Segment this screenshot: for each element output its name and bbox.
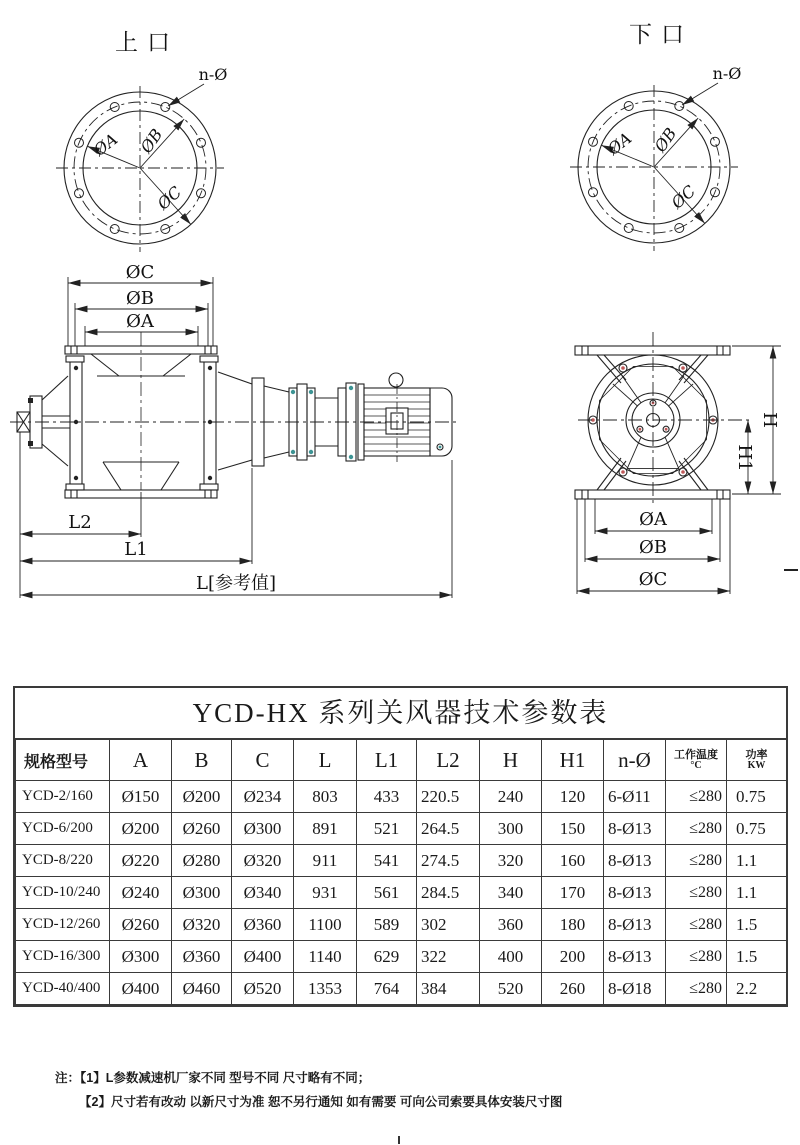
- table-cell: 589: [357, 909, 417, 941]
- column-header: H: [480, 740, 542, 781]
- note-line-2: 【2】尺寸若有改动 以新尺寸为准 恕不另行通知 如有需要 可向公司索要具体安装尺寸图: [79, 1095, 563, 1109]
- left-bearing-end: [17, 376, 70, 466]
- table-cell: 264.5: [417, 813, 480, 845]
- table-cell: Ø234: [232, 781, 294, 813]
- table-cell: Ø300: [172, 877, 232, 909]
- top-outlet-flange-view: [570, 22, 741, 251]
- table-cell: 170: [542, 877, 604, 909]
- table-cell: 8-Ø13: [604, 813, 666, 845]
- table-cell: Ø150: [110, 781, 172, 813]
- table-cell: 2.2: [727, 973, 787, 1005]
- page-bottom-tick: [398, 1136, 400, 1144]
- table-cell: 1353: [294, 973, 357, 1005]
- lifting-eye-icon: [389, 373, 403, 387]
- table-body: [16, 781, 787, 1005]
- table-cell: Ø400: [232, 941, 294, 973]
- column-header: n-Ø: [604, 740, 666, 781]
- column-header: C: [232, 740, 294, 781]
- table-cell: 803: [294, 781, 357, 813]
- dim-label-a: ØA: [90, 129, 122, 160]
- column-header: L1: [357, 740, 417, 781]
- table-cell: 302: [417, 909, 480, 941]
- table-cell: 891: [294, 813, 357, 845]
- table-cell: Ø260: [172, 813, 232, 845]
- dim-label-c: ØC: [125, 262, 155, 283]
- table-cell: 911: [294, 845, 357, 877]
- table-cell: 433: [357, 781, 417, 813]
- table-cell: 320: [480, 845, 542, 877]
- table-row: [16, 973, 787, 1005]
- table-cell: 8-Ø13: [604, 877, 666, 909]
- table-row: [16, 781, 787, 813]
- column-header: H1: [542, 740, 604, 781]
- table-row: [16, 845, 787, 877]
- note-line-1: 注：【1】L参数减速机厂家不同 型号不同 尺寸略有不同；: [55, 1071, 371, 1085]
- dim-label-h1: H1: [734, 444, 755, 472]
- dim-label-c: ØC: [638, 569, 668, 590]
- table-cell: Ø280: [172, 845, 232, 877]
- column-header: B: [172, 740, 232, 781]
- table-cell: ≤280: [666, 845, 727, 877]
- table-cell: ≤280: [666, 813, 727, 845]
- table-title: YCD-HX 系列关风器技术参数表: [15, 688, 786, 739]
- table-cell: 520: [480, 973, 542, 1005]
- table-cell: 400: [480, 941, 542, 973]
- table-cell: YCD-12/260: [16, 909, 110, 941]
- table-cell: YCD-2/160: [16, 781, 110, 813]
- table-cell: 8-Ø13: [604, 845, 666, 877]
- table-cell: Ø200: [110, 813, 172, 845]
- dim-label-c: ØC: [153, 182, 186, 214]
- dim-label-l: L[参考值]: [196, 573, 276, 594]
- table-cell: 274.5: [417, 845, 480, 877]
- table-cell: 284.5: [417, 877, 480, 909]
- table-cell: Ø520: [232, 973, 294, 1005]
- table-cell: Ø320: [232, 845, 294, 877]
- table-cell: 764: [357, 973, 417, 1005]
- table-cell: Ø460: [172, 973, 232, 1005]
- table-cell: 0.75: [727, 781, 787, 813]
- table-cell: 200: [542, 941, 604, 973]
- table-cell: 1.1: [727, 845, 787, 877]
- table-header-row: [16, 740, 787, 781]
- dim-label-l1: L1: [124, 539, 148, 560]
- notes: [55, 1066, 775, 1114]
- table-cell: Ø360: [172, 941, 232, 973]
- table-cell: Ø200: [172, 781, 232, 813]
- table-cell: 1.5: [727, 941, 787, 973]
- bolt-count-label: n-Ø: [712, 64, 742, 83]
- table-cell: Ø240: [110, 877, 172, 909]
- table-row: [16, 813, 787, 845]
- motor: [358, 373, 452, 462]
- column-header: L2: [417, 740, 480, 781]
- table-cell: 8-Ø13: [604, 941, 666, 973]
- table-cell: YCD-40/400: [16, 973, 110, 1005]
- table-cell: 0.75: [727, 813, 787, 845]
- table-cell: 120: [542, 781, 604, 813]
- table-cell: 6-Ø11: [604, 781, 666, 813]
- table-header-row: [16, 740, 787, 781]
- bolt-count-label: n-Ø: [198, 65, 228, 84]
- dim-label-a: ØA: [604, 128, 636, 159]
- dim-label-b: ØB: [639, 537, 667, 558]
- table-cell: 150: [542, 813, 604, 845]
- table-cell: Ø320: [172, 909, 232, 941]
- table-cell: ≤280: [666, 941, 727, 973]
- column-header: A: [110, 740, 172, 781]
- dim-label-a: ØA: [126, 311, 154, 332]
- column-header: 工作温度 °C: [666, 740, 727, 781]
- table-cell: Ø300: [110, 941, 172, 973]
- view-title: 下口: [629, 22, 693, 48]
- table-cell: 160: [542, 845, 604, 877]
- table-cell: ≤280: [666, 909, 727, 941]
- table-row: [16, 941, 787, 973]
- table-cell: Ø360: [232, 909, 294, 941]
- table-cell: 8-Ø13: [604, 909, 666, 941]
- table-cell: 521: [357, 813, 417, 845]
- table-cell: ≤280: [666, 973, 727, 1005]
- table-cell: 340: [480, 877, 542, 909]
- table-cell: 180: [542, 909, 604, 941]
- top-inlet-flange-view: [56, 30, 227, 252]
- table-row: [16, 909, 787, 941]
- table-cell: Ø400: [110, 973, 172, 1005]
- table-cell: 1100: [294, 909, 357, 941]
- table-cell: Ø340: [232, 877, 294, 909]
- table-cell: 561: [357, 877, 417, 909]
- table-cell: 629: [357, 941, 417, 973]
- dim-label-a: ØA: [639, 509, 667, 530]
- table-cell: 240: [480, 781, 542, 813]
- dim-label-b: ØB: [136, 125, 167, 157]
- drive-train: [218, 372, 356, 470]
- column-header: 功率 KW: [727, 740, 787, 781]
- table-cell: Ø300: [232, 813, 294, 845]
- table-cell: 260: [542, 973, 604, 1005]
- table-cell: 8-Ø18: [604, 973, 666, 1005]
- spec-table: [13, 686, 788, 1007]
- table-cell: 1140: [294, 941, 357, 973]
- dim-label-b: ØB: [126, 288, 154, 309]
- table-row: [16, 877, 787, 909]
- table-cell: 220.5: [417, 781, 480, 813]
- table-cell: Ø260: [110, 909, 172, 941]
- table-cell: ≤280: [666, 781, 727, 813]
- side-view: [10, 262, 458, 598]
- table-cell: 322: [417, 941, 480, 973]
- view-title: 上口: [115, 30, 179, 56]
- dim-label-l2: L2: [68, 512, 92, 533]
- table-cell: Ø220: [110, 845, 172, 877]
- column-header: 规格型号: [16, 740, 110, 781]
- coupling-bolts: [291, 386, 353, 459]
- dim-label-b: ØB: [650, 124, 681, 156]
- dim-label-c: ØC: [667, 181, 700, 213]
- table-cell: 384: [417, 973, 480, 1005]
- table-cell: YCD-16/300: [16, 941, 110, 973]
- table-cell: 1.1: [727, 877, 787, 909]
- parameters-table: [15, 739, 787, 1005]
- table-cell: 360: [480, 909, 542, 941]
- end-view: [575, 332, 798, 594]
- column-header: L: [294, 740, 357, 781]
- table-cell: YCD-10/240: [16, 877, 110, 909]
- dim-label-h: H: [759, 412, 780, 428]
- table-cell: ≤280: [666, 877, 727, 909]
- table-cell: 541: [357, 845, 417, 877]
- table-cell: YCD-8/220: [16, 845, 110, 877]
- table-cell: 1.5: [727, 909, 787, 941]
- table-cell: 931: [294, 877, 357, 909]
- plate-bolts: [74, 366, 212, 480]
- table-cell: YCD-6/200: [16, 813, 110, 845]
- table-cell: 300: [480, 813, 542, 845]
